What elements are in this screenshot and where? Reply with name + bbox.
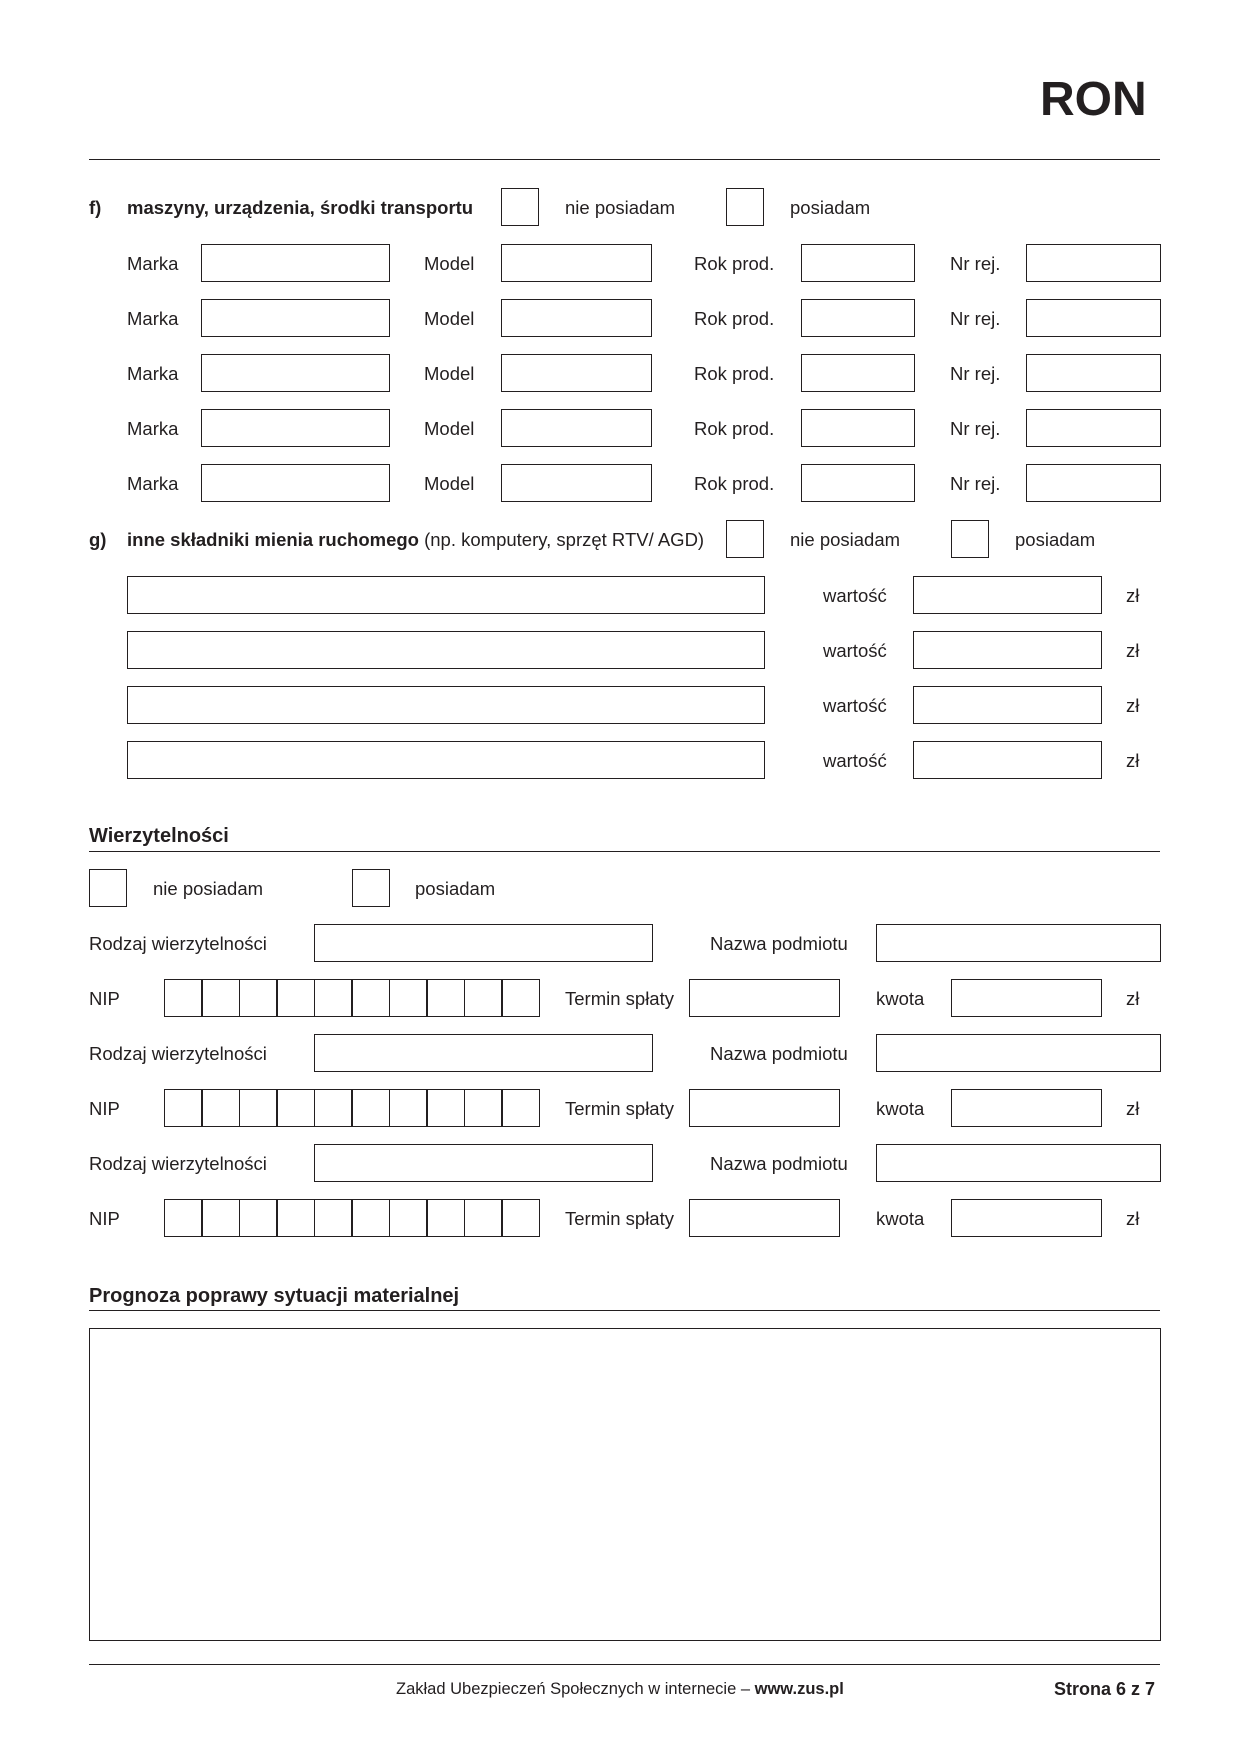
model-field[interactable]: [501, 464, 652, 502]
brand-label: Marka: [127, 253, 179, 274]
value-field[interactable]: [913, 576, 1102, 614]
brand-field[interactable]: [201, 354, 390, 392]
nip-digit-cell[interactable]: [239, 1199, 277, 1237]
section-f-none-checkbox[interactable]: [501, 188, 539, 226]
nip-field[interactable]: [164, 1199, 541, 1237]
forecast-textarea[interactable]: [89, 1328, 1161, 1641]
nip-label: NIP: [89, 1098, 120, 1119]
currency-label: zł: [1126, 750, 1140, 771]
reg-field[interactable]: [1026, 409, 1161, 447]
page-number: Strona 6 z 7: [1054, 1679, 1156, 1699]
model-label: Model: [424, 253, 475, 274]
section-g-none-checkbox[interactable]: [726, 520, 764, 558]
year-field[interactable]: [801, 464, 915, 502]
value-label: wartość: [823, 640, 887, 661]
reg-label: Nr rej.: [950, 308, 1001, 329]
section-g-have-checkbox[interactable]: [951, 520, 989, 558]
due-date-field[interactable]: [689, 1199, 840, 1237]
section-f-letter: f): [89, 197, 102, 218]
nip-digit-cell[interactable]: [389, 979, 427, 1017]
section-f-have-checkbox[interactable]: [726, 188, 764, 226]
item-description-field[interactable]: [127, 631, 765, 669]
value-field[interactable]: [913, 686, 1102, 724]
section-f-have-label: posiadam: [790, 197, 871, 218]
currency-label: zł: [1126, 695, 1140, 716]
due-date-label: Termin spłaty: [565, 1208, 674, 1229]
currency-label: zł: [1126, 1098, 1140, 1119]
header-divider: [89, 159, 1160, 160]
receivable-type-field[interactable]: [314, 1144, 653, 1182]
nip-digit-cell[interactable]: [427, 1199, 465, 1237]
nip-digit-cell[interactable]: [502, 1089, 540, 1127]
nip-digit-cell[interactable]: [502, 1199, 540, 1237]
nip-digit-cell[interactable]: [277, 979, 315, 1017]
entity-name-field[interactable]: [876, 1034, 1161, 1072]
brand-field[interactable]: [201, 244, 390, 282]
value-field[interactable]: [913, 741, 1102, 779]
nip-digit-cell[interactable]: [464, 1199, 502, 1237]
reg-label: Nr rej.: [950, 473, 1001, 494]
item-description-field[interactable]: [127, 686, 765, 724]
nip-digit-cell[interactable]: [164, 1199, 202, 1237]
section-g-subtitle: (np. komputery, sprzęt RTV/ AGD): [424, 529, 705, 550]
section-g-none-label: nie posiadam: [790, 529, 901, 550]
section-f-title: maszyny, urządzenia, środki transportu: [127, 197, 474, 218]
entity-name-field[interactable]: [876, 924, 1161, 962]
receivables-none-checkbox[interactable]: [89, 869, 127, 907]
brand-field[interactable]: [201, 299, 390, 337]
amount-label: kwota: [876, 1098, 925, 1119]
nip-digit-cell[interactable]: [202, 979, 240, 1017]
entity-name-label: Nazwa podmiotu: [710, 933, 848, 954]
section-f-none-label: nie posiadam: [565, 197, 676, 218]
year-field[interactable]: [801, 354, 915, 392]
brand-label: Marka: [127, 308, 179, 329]
nip-digit-cell[interactable]: [277, 1199, 315, 1237]
brand-field[interactable]: [201, 464, 390, 502]
entity-name-label: Nazwa podmiotu: [710, 1043, 848, 1064]
footer-divider: [89, 1664, 1160, 1665]
receivable-type-label: Rodzaj wierzytelności: [89, 933, 267, 954]
year-field[interactable]: [801, 409, 915, 447]
section-g-title-line: [127, 531, 704, 550]
model-label: Model: [424, 418, 475, 439]
due-date-field[interactable]: [689, 979, 840, 1017]
item-description-field[interactable]: [127, 576, 765, 614]
entity-name-field[interactable]: [876, 1144, 1161, 1182]
receivables-have-checkbox[interactable]: [352, 869, 390, 907]
nip-digit-cell[interactable]: [427, 1089, 465, 1127]
brand-label: Marka: [127, 473, 179, 494]
due-date-field[interactable]: [689, 1089, 840, 1127]
currency-label: zł: [1126, 585, 1140, 606]
due-date-label: Termin spłaty: [565, 1098, 674, 1119]
footer-text: [396, 1681, 844, 1698]
forecast-divider: [89, 1310, 1160, 1311]
nip-digit-cell[interactable]: [164, 1089, 202, 1127]
entity-name-label: Nazwa podmiotu: [710, 1153, 848, 1174]
reg-label: Nr rej.: [950, 363, 1001, 384]
currency-label: zł: [1126, 988, 1140, 1009]
nip-digit-cell[interactable]: [389, 1089, 427, 1127]
model-field[interactable]: [501, 299, 652, 337]
reg-field[interactable]: [1026, 244, 1161, 282]
nip-digit-cell[interactable]: [352, 1199, 390, 1237]
nip-digit-cell[interactable]: [202, 1089, 240, 1127]
due-date-label: Termin spłaty: [565, 988, 674, 1009]
model-label: Model: [424, 473, 475, 494]
model-field[interactable]: [501, 409, 652, 447]
nip-digit-cell[interactable]: [202, 1199, 240, 1237]
nip-digit-cell[interactable]: [464, 979, 502, 1017]
nip-digit-cell[interactable]: [352, 1089, 390, 1127]
nip-digit-cell[interactable]: [164, 979, 202, 1017]
currency-label: zł: [1126, 1208, 1140, 1229]
footer-caption: Zakład Ubezpieczeń Społecznych w internecie –: [396, 1680, 755, 1698]
value-label: wartość: [823, 750, 887, 771]
nip-digit-cell[interactable]: [277, 1089, 315, 1127]
year-label: Rok prod.: [694, 363, 775, 384]
amount-label: kwota: [876, 1208, 925, 1229]
value-field[interactable]: [913, 631, 1102, 669]
nip-label: NIP: [89, 1208, 120, 1229]
year-label: Rok prod.: [694, 253, 775, 274]
year-field[interactable]: [801, 299, 915, 337]
nip-digit-cell[interactable]: [314, 979, 352, 1017]
reg-label: Nr rej.: [950, 418, 1001, 439]
model-field[interactable]: [501, 244, 652, 282]
forecast-heading: Prognoza poprawy sytuacji materialnej: [89, 1285, 460, 1307]
value-label: wartość: [823, 695, 887, 716]
section-g-title: inne składniki mienia ruchomego: [127, 529, 419, 550]
amount-field[interactable]: [951, 979, 1102, 1017]
reg-field[interactable]: [1026, 299, 1161, 337]
year-label: Rok prod.: [694, 473, 775, 494]
year-field[interactable]: [801, 244, 915, 282]
nip-digit-cell[interactable]: [239, 1089, 277, 1127]
model-label: Model: [424, 363, 475, 384]
footer-link[interactable]: www.zus.pl: [754, 1680, 844, 1698]
currency-label: zł: [1126, 640, 1140, 661]
section-g-letter: g): [89, 529, 107, 550]
brand-label: Marka: [127, 363, 179, 384]
nip-digit-cell[interactable]: [464, 1089, 502, 1127]
nip-digit-cell[interactable]: [502, 979, 540, 1017]
nip-label: NIP: [89, 988, 120, 1009]
nip-digit-cell[interactable]: [239, 979, 277, 1017]
form-code: RON: [1040, 73, 1147, 126]
nip-digit-cell[interactable]: [389, 1199, 427, 1237]
year-label: Rok prod.: [694, 308, 775, 329]
receivable-type-label: Rodzaj wierzytelności: [89, 1043, 267, 1064]
receivable-type-field[interactable]: [314, 924, 653, 962]
value-label: wartość: [823, 585, 887, 606]
section-g-have-label: posiadam: [1015, 529, 1096, 550]
item-description-field[interactable]: [127, 741, 765, 779]
model-label: Model: [424, 308, 475, 329]
receivables-have-label: posiadam: [415, 878, 496, 899]
amount-label: kwota: [876, 988, 925, 1009]
receivables-heading: Wierzytelności: [89, 825, 229, 847]
amount-field[interactable]: [951, 1199, 1102, 1237]
year-label: Rok prod.: [694, 418, 775, 439]
receivable-type-label: Rodzaj wierzytelności: [89, 1153, 267, 1174]
receivables-divider: [89, 851, 1160, 852]
nip-field[interactable]: [164, 1089, 541, 1127]
model-field[interactable]: [501, 354, 652, 392]
nip-digit-cell[interactable]: [352, 979, 390, 1017]
amount-field[interactable]: [951, 1089, 1102, 1127]
reg-label: Nr rej.: [950, 253, 1001, 274]
brand-label: Marka: [127, 418, 179, 439]
reg-field[interactable]: [1026, 354, 1161, 392]
receivables-none-label: nie posiadam: [153, 878, 264, 899]
nip-field[interactable]: [164, 979, 541, 1017]
nip-digit-cell[interactable]: [314, 1199, 352, 1237]
nip-digit-cell[interactable]: [427, 979, 465, 1017]
receivable-type-field[interactable]: [314, 1034, 653, 1072]
reg-field[interactable]: [1026, 464, 1161, 502]
nip-digit-cell[interactable]: [314, 1089, 352, 1127]
brand-field[interactable]: [201, 409, 390, 447]
